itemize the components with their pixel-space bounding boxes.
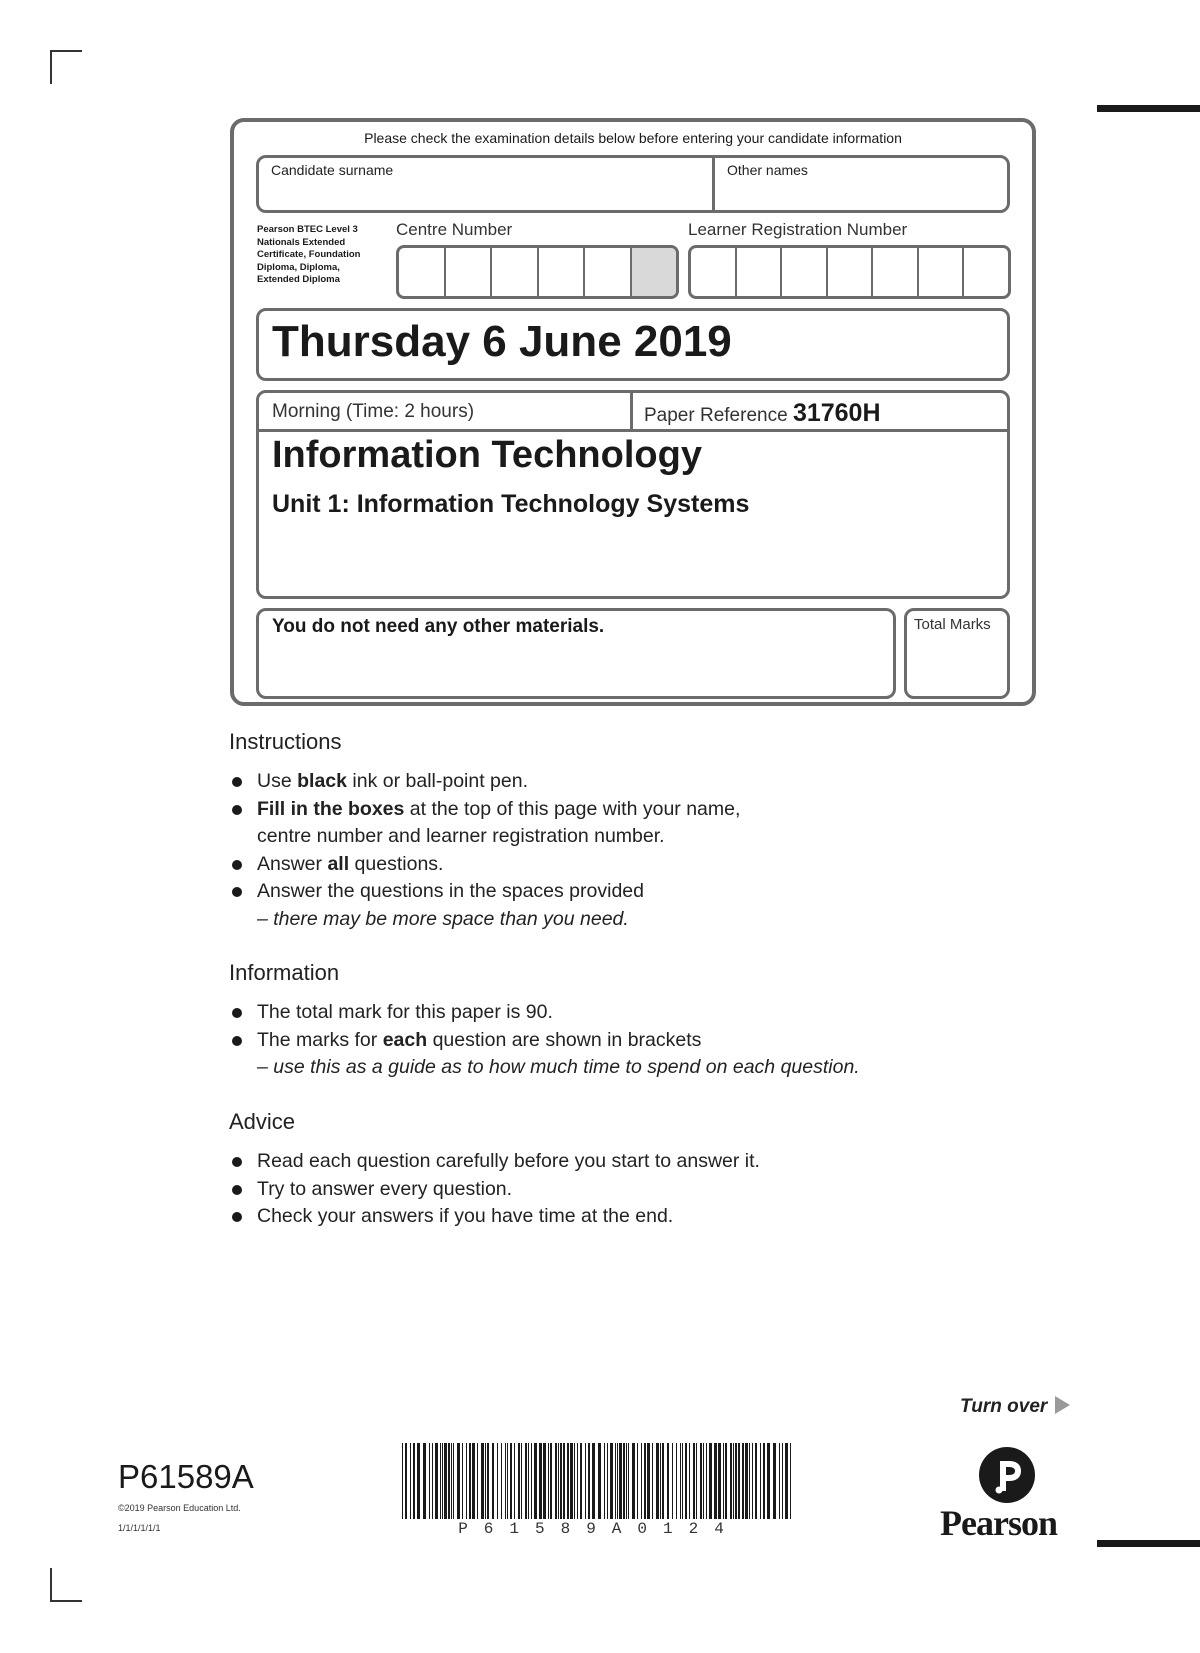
advice-list xyxy=(229,1148,760,1231)
barcode-number: P61589A0124 xyxy=(458,1520,740,1538)
print-code: 1/1/1/1/1/1 xyxy=(118,1523,161,1533)
paper-reference: 31760H xyxy=(792,399,881,427)
other-names-field[interactable]: Other names xyxy=(727,162,808,178)
edge-bar-top xyxy=(1097,105,1200,112)
list-item: Use black ink or ball-point pen. xyxy=(229,768,740,796)
exam-date: Thursday 6 June 2019 xyxy=(272,317,732,366)
list-item: Fill in the boxes at the top of this page with your name, centre number and learner registration number. xyxy=(229,796,740,851)
centre-number-boxes[interactable] xyxy=(396,245,679,299)
list-item: Answer the questions in the spaces provided – there may be more space than you need. xyxy=(229,878,740,933)
subject-title: Information Technology xyxy=(272,434,702,476)
paper-code: P61589A xyxy=(118,1458,254,1495)
crop-mark-top-left xyxy=(50,50,82,84)
unit-title: Unit 1: Information Technology Systems xyxy=(272,490,750,518)
learner-registration-label: Learner Registration Number xyxy=(688,220,908,239)
list-item: The total mark for this paper is 90. xyxy=(229,999,860,1027)
advice-heading: Advice xyxy=(229,1109,296,1134)
materials-note: You do not need any other materials. xyxy=(272,616,605,637)
instructions-heading: Instructions xyxy=(229,729,342,754)
crop-mark-bottom-left xyxy=(50,1568,82,1602)
list-item: Answer all questions. xyxy=(229,851,740,879)
learner-registration-boxes[interactable] xyxy=(688,245,1011,299)
centre-number-label: Centre Number xyxy=(396,220,513,239)
barcode-image xyxy=(402,1443,796,1519)
name-divider xyxy=(712,157,715,211)
publisher-wordmark: Pearson xyxy=(940,1503,1057,1543)
list-item: Try to answer every question. xyxy=(229,1176,760,1204)
instructions-list xyxy=(229,768,740,933)
copyright-text: ©2019 Pearson Education Ltd. xyxy=(118,1503,241,1513)
list-item: Read each question carefully before you start to answer it. xyxy=(229,1148,760,1176)
candidate-surname-field[interactable]: Candidate surname xyxy=(271,162,394,178)
pearson-logo-icon xyxy=(978,1446,1036,1504)
reference-divider xyxy=(630,392,633,430)
information-heading: Information xyxy=(229,960,340,985)
list-item: The marks for each question are shown in brackets – use this as a guide as to how much time to spend on each question. xyxy=(229,1027,860,1082)
arrow-right-icon xyxy=(1055,1396,1070,1414)
information-list xyxy=(229,999,860,1082)
exam-session: Morning (Time: 2 hours) xyxy=(272,401,475,422)
list-item: Check your answers if you have time at the end. xyxy=(229,1203,760,1231)
edge-bar-bottom xyxy=(1097,1540,1200,1547)
total-marks-label: Total Marks xyxy=(914,616,991,633)
session-divider xyxy=(258,429,1008,432)
turn-over: Turn over xyxy=(960,1396,1070,1418)
paper-reference-label: Paper Reference xyxy=(644,405,788,426)
check-details-line: Please check the examination details below before entering your candidate information xyxy=(364,130,902,146)
qualification-text: Pearson BTEC Level 3 Nationals Extended Certificate, Foundation Diploma, Diploma, Extended Diploma xyxy=(257,224,361,285)
